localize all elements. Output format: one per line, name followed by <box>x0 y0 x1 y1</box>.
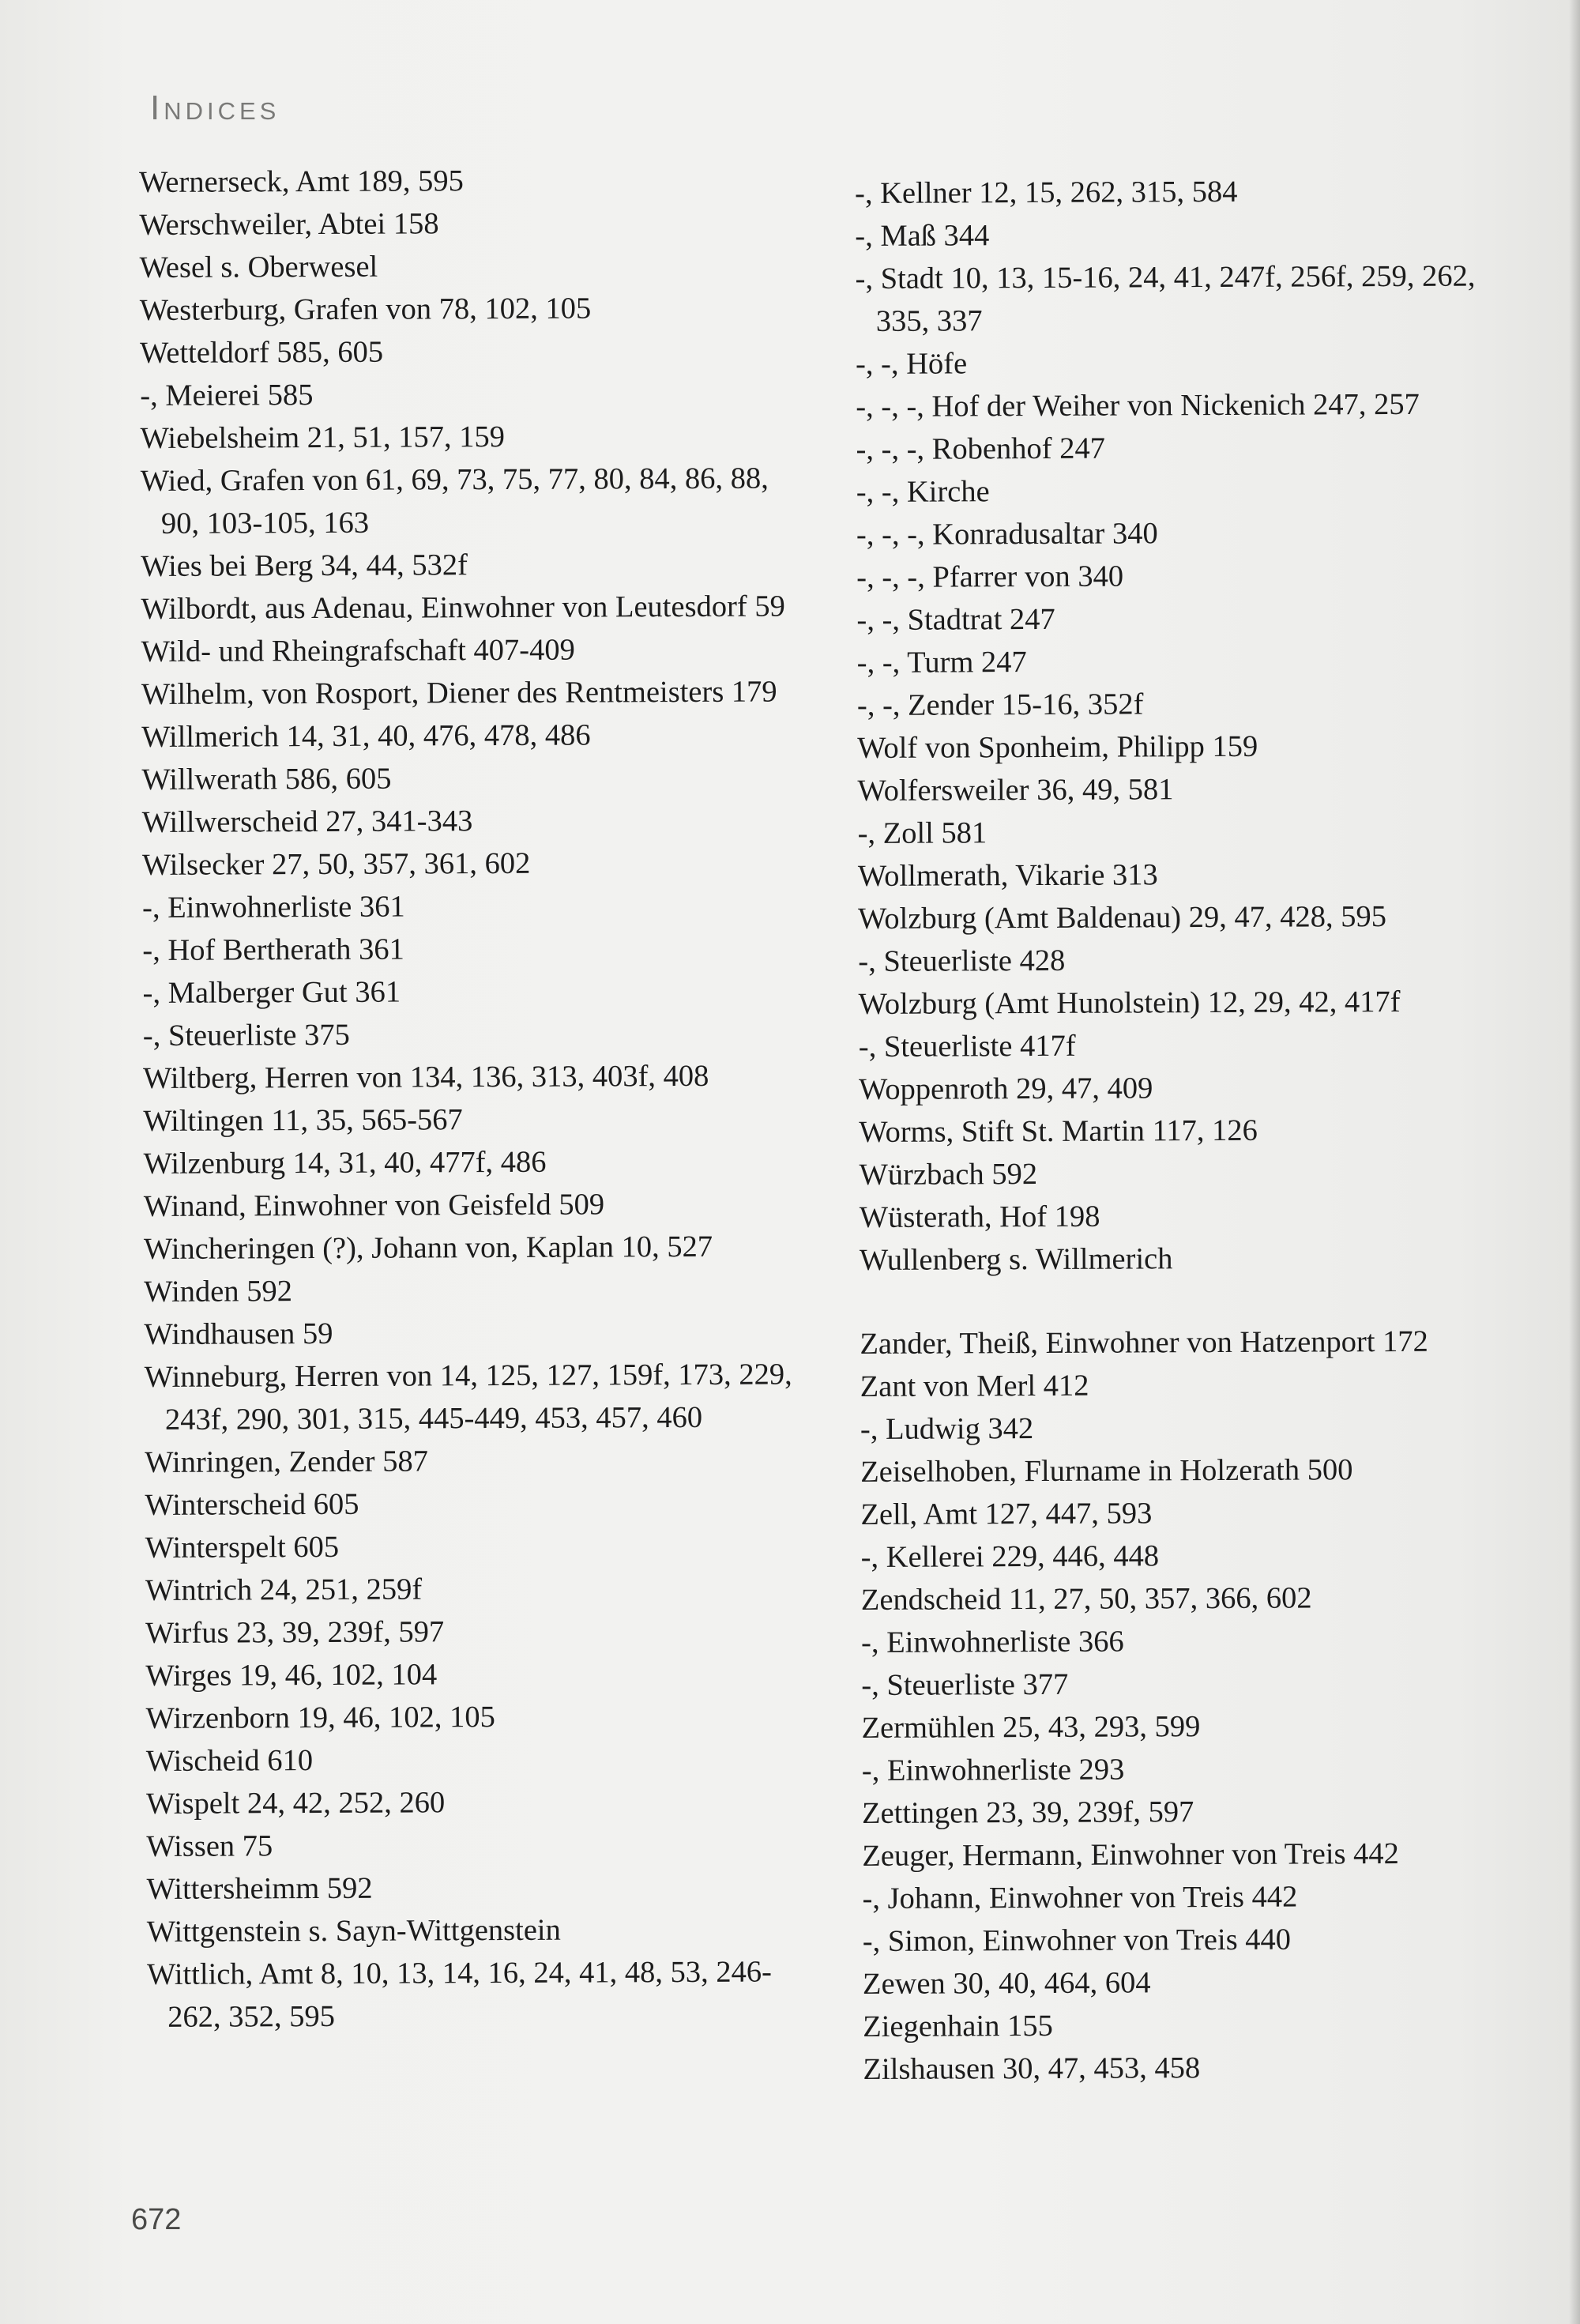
index-entry: -, Steuerliste 377 <box>861 1667 1069 1702</box>
index-entry: Wullenberg s. Willmerich <box>859 1242 1173 1277</box>
index-entry: -, Steuerliste 375 <box>142 1018 350 1053</box>
page-number: 672 <box>131 2203 182 2236</box>
index-entry: Wies bei Berg 34, 44, 532f <box>141 548 468 583</box>
index-entry: Wiltberg, Herren von 134, 136, 313, 403f, 408 <box>142 1059 709 1095</box>
index-entry: -, Meierei 585 <box>140 379 314 412</box>
index-entry: -, Einwohnerliste 293 <box>861 1753 1125 1787</box>
index-entry: -, -, Zender 15-16, 352f <box>856 687 1144 722</box>
index-entry: Wernerseck, Amt 189, 595 <box>139 164 464 199</box>
index-entry: -, Johann, Einwohner von Treis 442 <box>862 1880 1298 1915</box>
index-entry: -, Hof Bertherath 361 <box>142 932 404 967</box>
index-entry: Zant von Merl 412 <box>860 1369 1089 1403</box>
index-entry: Winterspelt 605 <box>145 1530 340 1565</box>
index-entry: Wolzburg (Amt Baldenau) 29, 47, 428, 595 <box>858 900 1386 936</box>
index-entry: -, Steuerliste 428 <box>858 944 1066 978</box>
index-entry: Willwerscheid 27, 341-343 <box>141 804 473 839</box>
index-entry: Wintrich 24, 251, 259f <box>145 1573 423 1607</box>
index-entry: Wissen 75 <box>146 1829 273 1863</box>
index-entry: Winringen, Zender 587 <box>145 1444 429 1479</box>
index-entry: Winterscheid 605 <box>145 1487 359 1522</box>
index-entry: Woppenroth 29, 47, 409 <box>858 1072 1153 1106</box>
index-entry: Wilhelm, von Rosport, Diener des Rentmeisters 179 <box>141 675 777 711</box>
index-entry: Zewen 30, 40, 464, 604 <box>862 1966 1151 2001</box>
running-header: Indices <box>150 89 280 127</box>
index-entry: Wetteldorf 585, 605 <box>139 335 384 370</box>
index-entry: Wirges 19, 46, 102, 104 <box>145 1658 438 1693</box>
index-column-right <box>855 169 1535 2091</box>
index-entry: Westerburg, Grafen von 78, 102, 105 <box>139 292 592 327</box>
index-entry: Wittersheimm 592 <box>146 1871 373 1906</box>
index-entry: Willwerath 586, 605 <box>141 762 392 797</box>
index-entry: Zeiselhoben, Flurname in Holzerath 500 <box>860 1453 1353 1489</box>
index-entry: -, Maß 344 <box>855 219 990 253</box>
index-entry: Wittgenstein s. Sayn-Wittgenstein <box>146 1913 561 1949</box>
index-entry: Windhausen 59 <box>144 1316 333 1351</box>
index-entry: Wiebelsheim 21, 51, 157, 159 <box>140 420 506 455</box>
index-entry: Zilshausen 30, 47, 453, 458 <box>863 2051 1201 2086</box>
index-entry: -, Malberger Gut 361 <box>142 975 401 1010</box>
index-entry: -, Steuerliste 417f <box>858 1029 1076 1064</box>
index-entry: Wollmerath, Vikarie 313 <box>857 858 1158 893</box>
index-entry: Wilsecker 27, 50, 357, 361, 602 <box>141 846 531 882</box>
index-entry: Winand, Einwohner von Geisfeld 509 <box>143 1188 605 1223</box>
index-entry: -, Zoll 581 <box>857 816 988 850</box>
index-entry: -, Kellerei 229, 446, 448 <box>860 1539 1160 1574</box>
index-entry: Wied, Grafen von 61, 69, 73, 75, 77, 80, 84, 86, 88, 90, 103-105, 163 <box>140 461 769 541</box>
page-edge-shadow <box>1569 0 1580 2324</box>
index-entry: -, -, Stadtrat 247 <box>856 602 1055 637</box>
index-entry: -, -, -, Pfarrer von 340 <box>856 559 1124 594</box>
index-entry: -, -, -, Robenhof 247 <box>856 431 1106 466</box>
index-entry: Wiltingen 11, 35, 565-567 <box>143 1103 463 1138</box>
index-entry: Werschweiler, Abtei 158 <box>139 207 439 242</box>
index-entry: Wolf von Sponheim, Philipp 159 <box>857 729 1258 765</box>
index-entry: Wittlich, Amt 8, 10, 13, 14, 16, 24, 41, 48, 53, 246-262, 352, 595 <box>146 1955 772 2034</box>
index-entry: Wild- und Rheingrafschaft 407-409 <box>141 633 575 669</box>
index-entry: Willmerich 14, 31, 40, 476, 478, 486 <box>141 718 591 754</box>
index-entry: -, Einwohnerliste 361 <box>142 890 405 925</box>
index-entry: Wirfus 23, 39, 239f, 597 <box>145 1615 445 1650</box>
index-entry: Wilbordt, aus Adenau, Einwohner von Leutesdorf 59 <box>141 589 785 626</box>
index-entry: Wilzenburg 14, 31, 40, 477f, 486 <box>143 1145 547 1181</box>
index-entry: Wesel s. Oberwesel <box>139 250 378 284</box>
index-entry: -, -, Höfe <box>855 347 968 381</box>
index-entry: Winneburg, Herren von 14, 125, 127, 159f, 173, 229, 243f, 290, 301, 315, 445-449, 453, 457, 460 <box>144 1358 792 1437</box>
index-entry: -, -, Kirche <box>856 475 990 509</box>
index-entry: Zander, Theiß, Einwohner von Hatzenport 172 <box>860 1324 1428 1361</box>
index-entry: Zell, Amt 127, 447, 593 <box>860 1497 1153 1531</box>
index-entry: -, -, -, Konradusaltar 340 <box>856 517 1158 552</box>
index-entry: Winden 592 <box>144 1275 293 1309</box>
index-entry: Zeuger, Hermann, Einwohner von Treis 442 <box>862 1837 1399 1873</box>
index-entry: -, Ludwig 342 <box>860 1412 1034 1446</box>
index-entry: Würzbach 592 <box>859 1158 1038 1192</box>
index-entry: Wispelt 24, 42, 252, 260 <box>145 1786 446 1821</box>
index-entry: -, Einwohnerliste 366 <box>861 1625 1124 1659</box>
index-entry: Zettingen 23, 39, 239f, 597 <box>861 1795 1194 1830</box>
index-entry: -, Stadt 10, 13, 15-16, 24, 41, 247f, 256f, 259, 262, 335, 337 <box>855 259 1476 338</box>
index-entry: -, Kellner 12, 15, 262, 315, 584 <box>855 175 1238 210</box>
index-entry: Wischeid 610 <box>145 1744 314 1778</box>
index-entry: Zermühlen 25, 43, 293, 599 <box>861 1710 1201 1745</box>
index-entry: -, Simon, Einwohner von Treis 440 <box>862 1923 1292 1958</box>
index-entry: Wolzburg (Amt Hunolstein) 12, 29, 42, 417f <box>858 985 1401 1021</box>
index-entry: -, -, Turm 247 <box>856 646 1027 680</box>
index-entry: Zendscheid 11, 27, 50, 357, 366, 602 <box>860 1581 1312 1617</box>
index-entry: Wolfersweiler 36, 49, 581 <box>857 773 1174 808</box>
index-entry: Wincheringen (?), Johann von, Kaplan 10, 527 <box>143 1230 713 1266</box>
index-entry: Wüsterath, Hof 198 <box>859 1200 1100 1234</box>
index-entry: Worms, Stift St. Martin 117, 126 <box>859 1113 1258 1149</box>
index-entry: Ziegenhain 155 <box>863 2009 1053 2043</box>
index-entry: Wirzenborn 19, 46, 102, 105 <box>145 1701 495 1735</box>
index-entry: -, -, -, Hof der Weiher von Nickenich 247, 257 <box>856 387 1420 424</box>
index-column-left <box>139 158 818 2039</box>
